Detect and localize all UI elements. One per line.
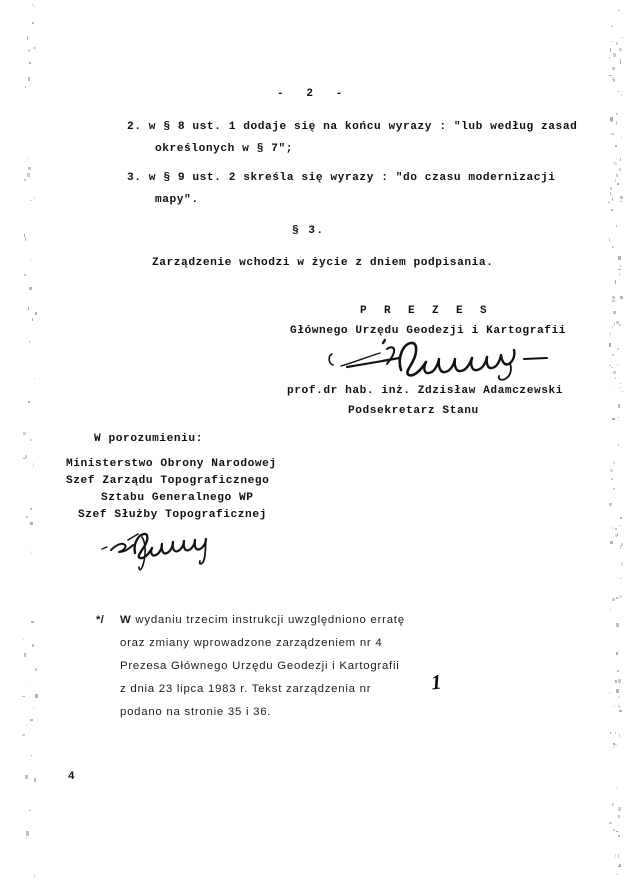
scan-artifact-speck [32, 318, 33, 321]
scan-artifact-speck [612, 354, 614, 356]
scan-artifact-speck [613, 743, 615, 745]
agreement-line-2: Szef Zarządu Topograficznego [66, 475, 270, 487]
footnote-handwritten-correction: 1 [429, 669, 443, 695]
scan-artifact-speck [619, 168, 621, 171]
scan-artifact-speck [613, 747, 614, 749]
scan-artifact-speck [33, 463, 34, 467]
clause-2-line-1: 2. w § 8 ust. 1 dodaje się na końcu wyrazy : "lub według zasad [127, 121, 578, 133]
clause-3-line-2: mapy". [155, 194, 199, 206]
scan-artifact-speck [611, 133, 614, 135]
scan-artifact-speck [26, 516, 28, 518]
scan-artifact-speck [31, 621, 34, 624]
scan-artifact-speck [615, 179, 616, 182]
scan-artifact-speck [617, 348, 619, 350]
scan-artifact-speck [609, 365, 611, 366]
scan-artifact-speck [30, 259, 32, 261]
scan-artifact-speck [613, 53, 616, 57]
scan-artifact-speck [27, 173, 30, 176]
scan-artifact-speck [610, 469, 613, 472]
scan-artifact-speck [618, 444, 619, 446]
scan-artifact-speck [28, 307, 29, 310]
scan-artifact-speck [28, 158, 31, 160]
scan-artifact-speck [612, 300, 615, 302]
scan-artifact-speck [620, 158, 621, 161]
footnote-lead-word: W [120, 614, 132, 626]
scan-artifact-speck [620, 545, 622, 549]
scan-artifact-speck [618, 417, 619, 418]
scan-artifact-speck [614, 705, 616, 707]
scan-artifact-speck [612, 296, 615, 300]
scan-artifact-speck [34, 778, 36, 782]
scan-artifact-speck [612, 246, 614, 249]
scan-artifact-speck [31, 551, 32, 554]
signatory-title: P R E Z E S [360, 305, 493, 317]
scan-artifact-speck [610, 332, 611, 335]
handwritten-signature-president [325, 336, 555, 384]
scan-artifact-speck [617, 91, 620, 92]
footnote-line-1 [120, 614, 405, 626]
scan-artifact-speck [609, 238, 610, 242]
scan-artifact-speck [620, 383, 621, 384]
scan-artifact-speck [29, 62, 31, 64]
scan-artifact-speck [611, 478, 613, 480]
scan-artifact-speck [30, 719, 33, 721]
scan-artifact-speck [23, 639, 24, 641]
scan-artifact-speck [616, 873, 618, 874]
agreement-line-3: Sztabu Generalnego WP [101, 492, 254, 504]
scan-artifact-speck [33, 47, 36, 49]
scan-artifact-speck [27, 36, 28, 40]
scan-artifact-speck [25, 455, 27, 459]
agreement-line-4: Szef Służby Topograficznej [78, 509, 267, 521]
scan-artifact-speck [621, 94, 623, 97]
scan-artifact-speck [24, 234, 25, 237]
scan-artifact-speck [613, 79, 615, 83]
scan-artifact-speck [25, 237, 27, 240]
scan-artifact-speck [613, 311, 616, 314]
scan-artifact-speck [25, 775, 28, 779]
scan-artifact-speck [610, 609, 611, 610]
scan-artifact-speck [609, 75, 612, 77]
scan-speckle-left-margin [22, 0, 38, 894]
scan-speckle-right-margin [608, 0, 624, 894]
scan-artifact-speck [613, 829, 615, 831]
scan-artifact-speck [22, 696, 24, 698]
scan-artifact-speck [612, 803, 614, 806]
scan-artifact-speck [23, 432, 26, 435]
scan-artifact-speck [616, 689, 619, 693]
scan-artifact-speck [620, 59, 622, 63]
scan-artifact-speck [34, 197, 36, 199]
scan-artifact-speck [610, 192, 611, 196]
scan-artifact-speck [617, 364, 618, 366]
scan-artifact-speck [611, 209, 614, 211]
scan-artifact-speck [29, 287, 32, 291]
scan-artifact-speck [613, 488, 615, 491]
scan-artifact-speck [618, 269, 621, 270]
scan-artifact-speck [619, 324, 621, 326]
scan-artifact-speck [620, 578, 623, 579]
scan-artifact-speck [32, 3, 33, 7]
scan-artifact-speck [618, 705, 620, 708]
scan-artifact-speck [610, 541, 613, 544]
scan-artifact-speck [30, 439, 33, 442]
page-number: 4 [68, 771, 75, 783]
scan-artifact-speck [621, 137, 622, 138]
scan-artifact-speck [28, 167, 31, 170]
scan-artifact-speck [615, 732, 616, 734]
scan-artifact-speck [616, 831, 618, 833]
scan-artifact-speck [619, 265, 621, 267]
footnote-line-1-text: wydaniu trzecim instrukcji uwzględniono erratę [131, 614, 405, 626]
scan-artifact-speck [612, 67, 615, 70]
scan-artifact-speck [612, 527, 614, 529]
scan-artifact-speck [34, 378, 35, 379]
scan-artifact-speck [611, 26, 613, 27]
scan-artifact-speck [618, 835, 621, 837]
scan-artifact-speck [621, 391, 623, 392]
scan-artifact-speck [30, 522, 33, 525]
scan-artifact-speck [614, 322, 616, 326]
scan-artifact-speck [618, 404, 620, 408]
scan-artifact-speck [32, 644, 35, 647]
scan-artifact-speck [33, 6, 36, 7]
scan-artifact-speck [615, 680, 617, 683]
scan-artifact-speck [619, 525, 622, 526]
scan-artifact-speck [618, 10, 620, 11]
signatory-role: Podsekretarz Stanu [348, 405, 479, 417]
scan-artifact-speck [610, 732, 611, 734]
scan-artifact-speck [618, 696, 620, 698]
scan-artifact-speck [24, 179, 26, 182]
scan-artifact-speck [612, 198, 613, 201]
scan-artifact-speck [28, 684, 30, 685]
scan-artifact-speck [611, 41, 613, 42]
scan-artifact-speck [616, 225, 617, 227]
scan-artifact-speck [619, 710, 622, 713]
scan-artifact-speck [616, 597, 618, 599]
scan-artifact-speck [25, 86, 26, 89]
scan-artifact-speck [620, 201, 622, 202]
scan-artifact-speck [25, 837, 27, 838]
scan-artifact-speck [616, 174, 618, 177]
scan-artifact-speck [620, 196, 623, 199]
scan-artifact-speck [621, 562, 624, 566]
scan-artifact-speck [24, 274, 26, 276]
scan-artifact-speck [619, 48, 622, 51]
effective-date-clause: Zarządzenie wchodzi w życie z dniem podpisania. [152, 257, 494, 269]
agreement-heading: W porozumieniu: [94, 433, 203, 445]
scan-artifact-speck [35, 694, 38, 698]
scan-artifact-speck [618, 866, 621, 867]
scan-artifact-speck [612, 77, 614, 80]
scan-artifact-speck [618, 854, 619, 858]
scan-artifact-speck [35, 312, 37, 315]
scan-artifact-speck [610, 117, 613, 121]
footnote-marker: */ [96, 614, 104, 626]
scan-artifact-speck [619, 864, 621, 867]
scan-artifact-speck [612, 325, 614, 329]
scan-artifact-speck [29, 810, 31, 812]
scan-artifact-speck [615, 280, 616, 284]
signatory-office: Głównego Urzędu Geodezji i Kartografii [290, 325, 567, 337]
scan-artifact-speck [617, 183, 619, 185]
scan-artifact-speck [617, 533, 618, 536]
scan-artifact-speck [610, 48, 611, 52]
scan-artifact-speck [621, 37, 623, 38]
scan-artifact-speck [31, 755, 32, 756]
scan-artifact-speck [615, 145, 617, 147]
section-mark-paragraph-3: § 3. [292, 225, 325, 237]
scan-artifact-speck [34, 874, 35, 877]
scan-artifact-speck [609, 822, 612, 824]
scan-artifact-speck [617, 670, 619, 673]
scan-artifact-speck [33, 707, 34, 708]
scan-artifact-speck [618, 815, 621, 818]
clause-2-line-2: określonych w § 7"; [155, 143, 294, 155]
agreement-line-1: Ministerstwo Obrony Narodowej [66, 458, 277, 470]
scan-artifact-speck [620, 517, 622, 519]
scan-artifact-speck [616, 113, 618, 115]
scan-artifact-speck [619, 595, 621, 598]
scan-artifact-speck [28, 401, 30, 403]
scan-artifact-speck [616, 652, 619, 655]
scan-artifact-speck [619, 273, 620, 276]
scan-artifact-speck [616, 121, 617, 125]
footnote-line-3: Prezesa Głównego Urzędu Geodezji i Kartografii [120, 660, 400, 672]
scan-artifact-speck [615, 377, 616, 379]
scan-artifact-speck [613, 461, 614, 464]
scan-artifact-speck [615, 534, 618, 538]
scan-artifact-speck [24, 653, 26, 657]
scan-artifact-speck [26, 725, 27, 726]
scan-artifact-speck [608, 201, 609, 205]
scan-artifact-speck [618, 679, 620, 683]
scan-artifact-speck [30, 200, 32, 201]
scan-artifact-speck [618, 807, 621, 811]
signatory-name: prof.dr hab. inż. Zdzisław Adamczewski [287, 385, 564, 397]
footnote-line-5: podano na stronie 35 i 36. [120, 706, 272, 718]
scan-artifact-speck [609, 692, 611, 694]
scan-artifact-speck [619, 387, 621, 388]
scan-artifact-speck [616, 321, 618, 324]
scan-artifact-speck [614, 163, 617, 165]
scan-artifact-speck [616, 788, 619, 790]
scan-artifact-speck [613, 371, 616, 373]
scan-artifact-speck [611, 119, 613, 122]
scan-artifact-speck [29, 341, 30, 344]
clause-3-line-1: 3. w § 9 ust. 2 skreśla się wyrazy : "do czasu modernizacji [127, 172, 556, 184]
scan-artifact-speck [609, 57, 610, 59]
scan-artifact-speck [26, 831, 29, 835]
scan-artifact-speck [618, 256, 621, 260]
scan-artifact-speck [23, 458, 26, 459]
scan-artifact-speck [28, 77, 31, 81]
footnote-line-2: oraz zmiany wprowadzone zarządzeniem nr 4 [120, 637, 383, 649]
scan-artifact-speck [611, 367, 613, 368]
scan-artifact-speck [32, 22, 34, 24]
scan-artifact-speck [619, 734, 620, 737]
scan-artifact-speck [620, 296, 623, 299]
handwritten-signature-military [98, 523, 228, 573]
scan-artifact-speck [28, 49, 31, 52]
scan-artifact-speck [609, 503, 612, 507]
scan-artifact-speck [614, 162, 616, 163]
scan-artifact-speck [616, 42, 618, 45]
scan-artifact-speck [22, 734, 25, 737]
scan-artifact-speck [35, 668, 38, 672]
scan-artifact-speck [610, 187, 613, 190]
scan-artifact-speck [610, 384, 611, 385]
scan-artifact-speck [621, 543, 623, 547]
scan-artifact-speck [615, 528, 617, 529]
scan-artifact-speck [30, 508, 32, 510]
page-folio-header: - 2 - [277, 88, 346, 100]
footnote-line-4: z dnia 23 lipca 1983 r. Tekst zarządzenia nr [120, 683, 372, 695]
scan-artifact-speck [612, 598, 615, 602]
scan-artifact-speck [609, 343, 611, 347]
scan-artifact-speck [616, 623, 619, 627]
scan-artifact-speck [612, 418, 614, 421]
scan-artifact-speck [614, 744, 617, 746]
scan-artifact-speck [615, 854, 617, 857]
